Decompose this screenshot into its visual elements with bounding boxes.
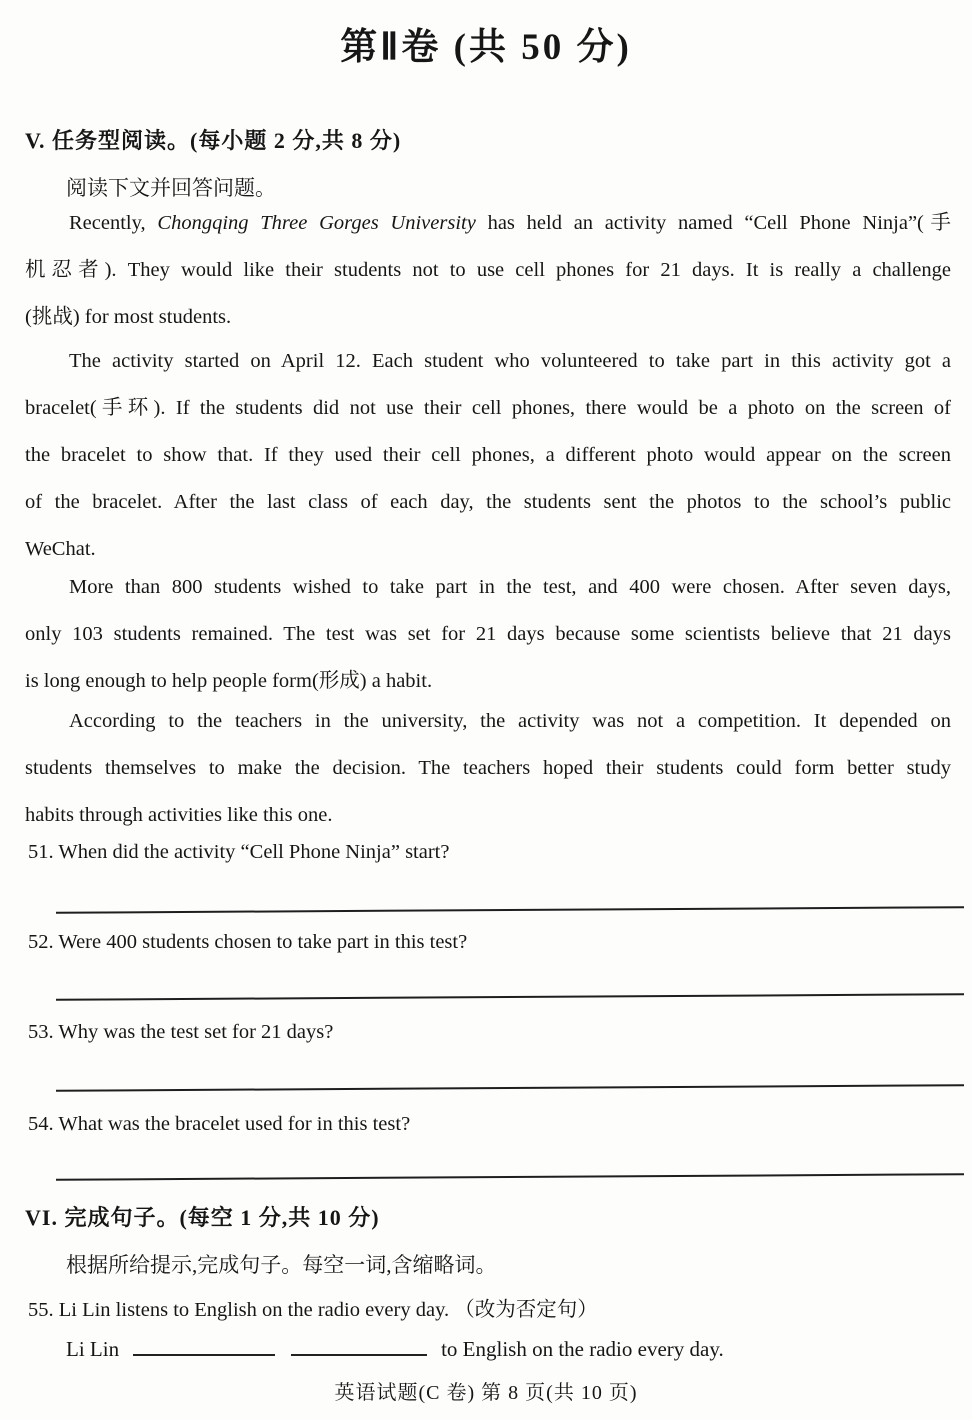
passage-p4-line3: habits through activities like this one.: [25, 804, 333, 826]
passage-p1-line2: 机忍者). They would like their students not to use cell phones for 21 days. It is really a challenge: [25, 259, 951, 281]
q55-answer-pre: Li Lin: [66, 1337, 120, 1361]
section-vi-heading: VI. 完成句子。(每空 1 分,共 10 分): [25, 1205, 380, 1230]
question-51: 51. When did the activity “Cell Phone Ninja” start?: [28, 841, 450, 863]
passage-p3-line3: is long enough to help people form(形成) a habit.: [25, 670, 433, 692]
question-52: 52. Were 400 students chosen to take part in this test?: [28, 931, 468, 953]
passage-p2-line2: bracelet(手环). If the students did not use their cell phones, there would be a photo on the screen of: [25, 397, 951, 419]
university-name: Chongqing Three Gorges University: [157, 212, 476, 234]
passage-p2-line3: the bracelet to show that. If they used their cell phones, a different photo would appear on the screen: [25, 444, 951, 466]
question-55-answer-row: [66, 1334, 946, 1362]
passage-p2-line5: WeChat.: [25, 538, 96, 560]
passage-p4-line2: students themselves to make the decision. The teachers hoped their students could form better study: [25, 757, 951, 779]
p1-l1-pre: Recently,: [69, 212, 158, 234]
section-vi-instruction: 根据所给提示,完成句子。每空一词,含缩略词。: [66, 1253, 497, 1277]
passage-p4-line1: According to the teachers in the university, the activity was not a competition. It depended on: [69, 710, 951, 732]
passage-p2-line1: The activity started on April 12. Each student who volunteered to take part in this activity got a: [69, 350, 951, 372]
passage-p1-line1: [25, 208, 951, 238]
section-v-instruction: 阅读下文并回答问题。: [66, 176, 276, 200]
passage-p3-line2: only 103 students remained. The test was set for 21 days because some scientists believe that 21 days: [25, 623, 951, 645]
question-54: 54. What was the bracelet used for in this test?: [28, 1113, 411, 1135]
answer-line-53: [56, 1084, 964, 1092]
passage-p3-line1: More than 800 students wished to take part in the test, and 400 were chosen. After seven days,: [69, 576, 951, 598]
q55-answer-post: to English on the radio every day.: [441, 1337, 724, 1361]
passage-p1-line3: (挑战) for most students.: [25, 306, 232, 328]
page-title: 第Ⅱ卷 (共 50 分): [340, 27, 632, 68]
answer-blank-1: [133, 1334, 275, 1356]
p1-l1-post: has held an activity named “Cell Phone Ninja”(手: [475, 212, 951, 234]
page-footer: 英语试题(C 卷) 第 8 页(共 10 页): [334, 1382, 638, 1404]
answer-line-51: [56, 906, 964, 914]
question-53: 53. Why was the test set for 21 days?: [28, 1021, 334, 1043]
answer-blank-2: [291, 1334, 427, 1356]
answer-line-54: [56, 1173, 964, 1181]
answer-line-52: [56, 993, 964, 1001]
section-v-heading: V. 任务型阅读。(每小题 2 分,共 8 分): [25, 128, 402, 153]
passage-p2-line4: of the bracelet. After the last class of each day, the students sent the photos to the school’s public: [25, 491, 951, 513]
question-55: 55. Li Lin listens to English on the radio every day. （改为否定句）: [28, 1299, 598, 1321]
